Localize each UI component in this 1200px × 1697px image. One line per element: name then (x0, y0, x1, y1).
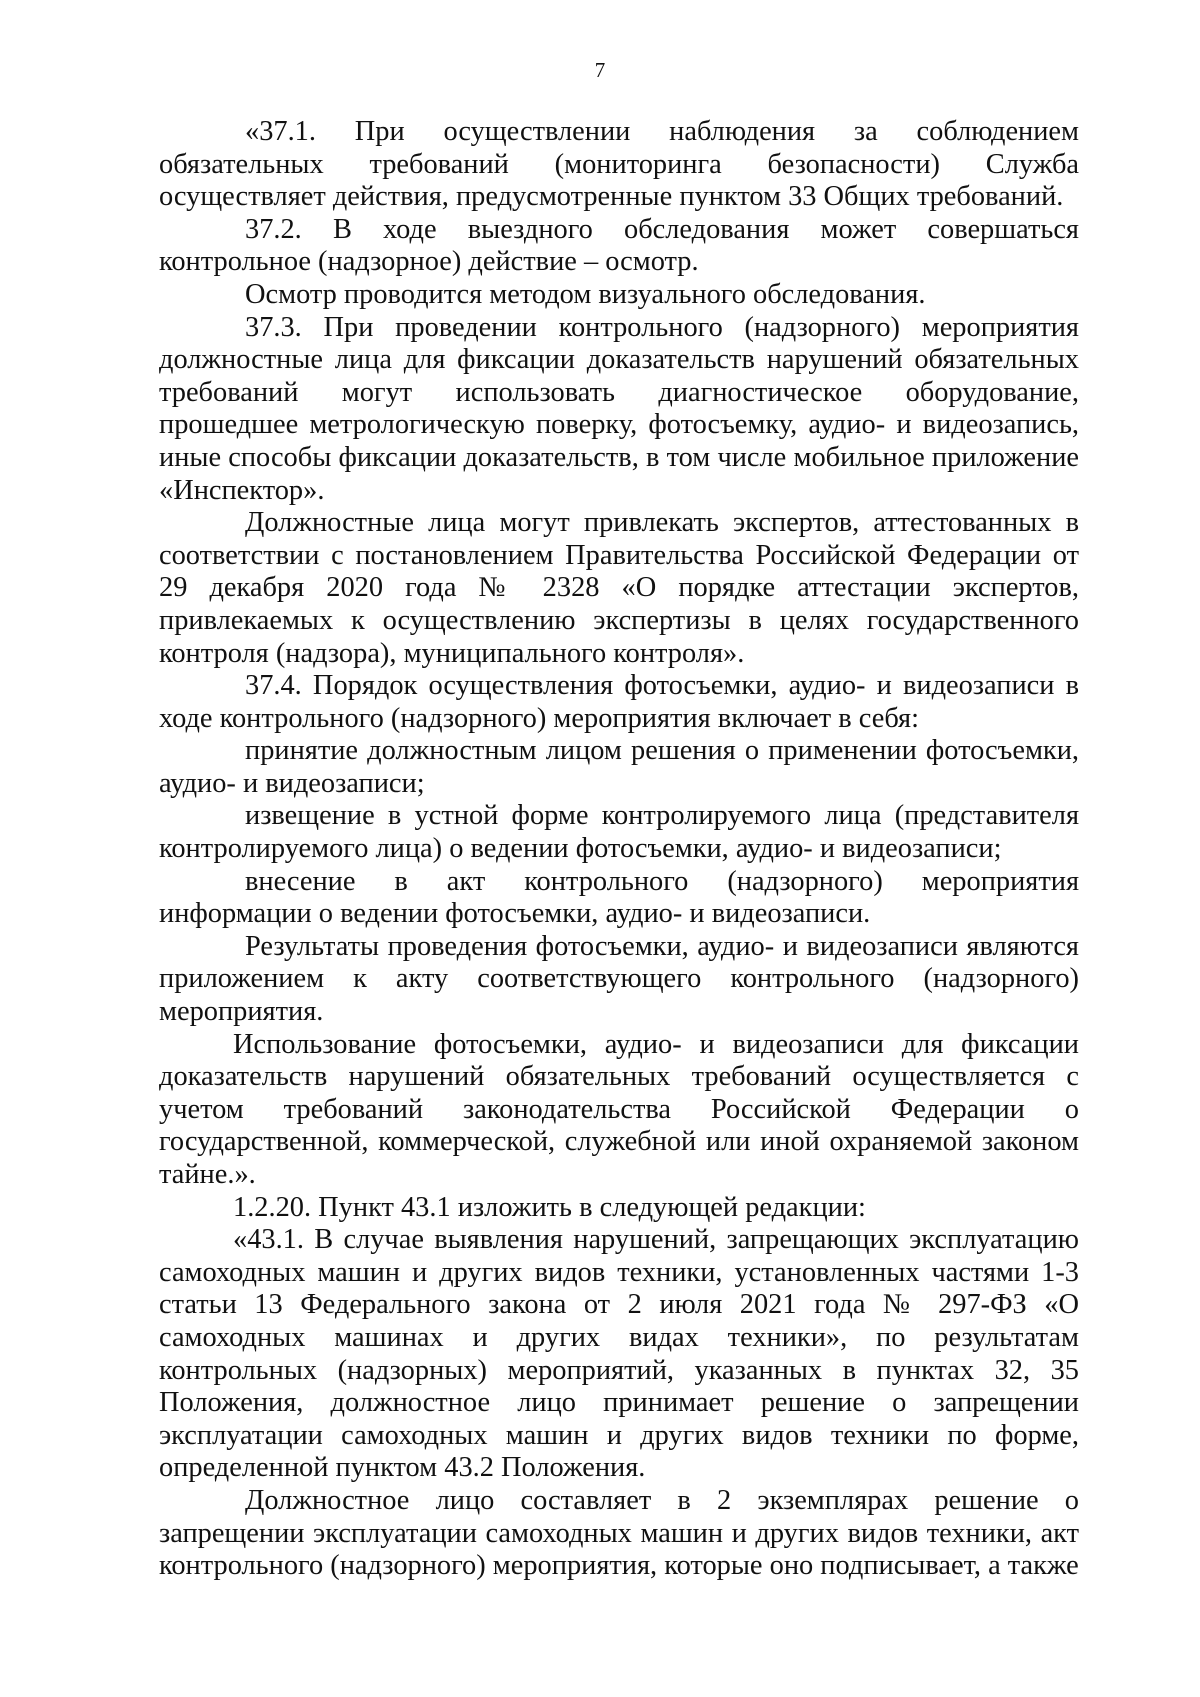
page-number: 7 (594, 58, 606, 82)
paragraph-1-2-20: 1.2.20. Пункт 43.1 изложить в следующей редакции: (233, 1191, 866, 1223)
paragraph-experts: Должностные лица могут привлекать экспертов, аттестованных в соответствии с постановлением Правительства Российской Федерации от 29 декабря 2020 года № 2328 «О порядке аттестации экспертов, привлекаемых к осуществлению экспертизы в целях государственного контроля (надзора), муниципального контроля». (159, 507, 1079, 669)
paragraph-37-1: «37.1. При осуществлении наблюдения за соблюдением обязательных требований (мониторинга безопасности) Служба осуществляет действия, предусмотренные пунктом 33 Общих требований. (159, 116, 1079, 213)
paragraph-37-3: 37.3. При проведении контрольного (надзорного) мероприятия должностные лица для фиксации доказательств нарушений обязательных требований могут использовать диагностическое оборудование, прошедшее метрологическую поверку, фотосъемку, аудио- и видеозапись, иные способы фиксации доказательств, в том числе мобильное приложение «Инспектор». (159, 311, 1079, 506)
paragraph-37-4: 37.4. Порядок осуществления фотосъемки, аудио- и видеозаписи в ходе контрольного (надзорного) мероприятия включает в себя: (159, 670, 1079, 734)
paragraph-usage: Использование фотосъемки, аудио- и видеозаписи для фиксации доказательств нарушений обязательных требований осуществляется с учетом требований законодательства Российской Федерации о государственной, коммерческой, служебной или иной охраняемой законом тайне.». (159, 1028, 1079, 1190)
paragraph-43-1: «43.1. В случае выявления нарушений, запрещающих эксплуатацию самоходных машин и других видов техники, установленных частями 1-3 статьи 13 Федерального закона от 2 июля 2021 года № 297-ФЗ «О самоходных машинах и других видах техники», по результатам контрольных (надзорных) мероприятий, указанных в пунктах 32, 35 Положения, должностное лицо принимает решение о запрещении эксплуатации самоходных машин и других видов техники по форме, определенной пунктом 43.2 Положения. (159, 1224, 1079, 1484)
paragraph-results: Результаты проведения фотосъемки, аудио- и видеозаписи являются приложением к акту соответствующего контрольного (надзорного) мероприятия. (159, 930, 1079, 1028)
list-item-notification: извещение в устной форме контролируемого лица (представителя контролируемого лица) о ведении фотосъемки, аудио- и видеозаписи; (159, 800, 1079, 865)
list-item-act-entry: внесение в акт контрольного (надзорного) мероприятия информации о ведении фотосъемки, аудио- и видеозаписи. (159, 865, 1079, 930)
document-body (159, 116, 1079, 1583)
paragraph-official-drafts: Должностное лицо составляет в 2 экземплярах решение о запрещении эксплуатации самоходных машин и других видов техники, акт контрольного (надзорного) мероприятия, которые оно подписывает, а также (159, 1484, 1079, 1582)
paragraph-inspection-method: Осмотр проводится методом визуального обследования. (245, 278, 926, 310)
list-item-decision: принятие должностным лицом решения о применении фотосъемки, аудио- и видеозаписи; (159, 735, 1079, 799)
paragraph-37-2: 37.2. В ходе выездного обследования может совершаться контрольное (надзорное) действие – осмотр. (159, 213, 1079, 278)
